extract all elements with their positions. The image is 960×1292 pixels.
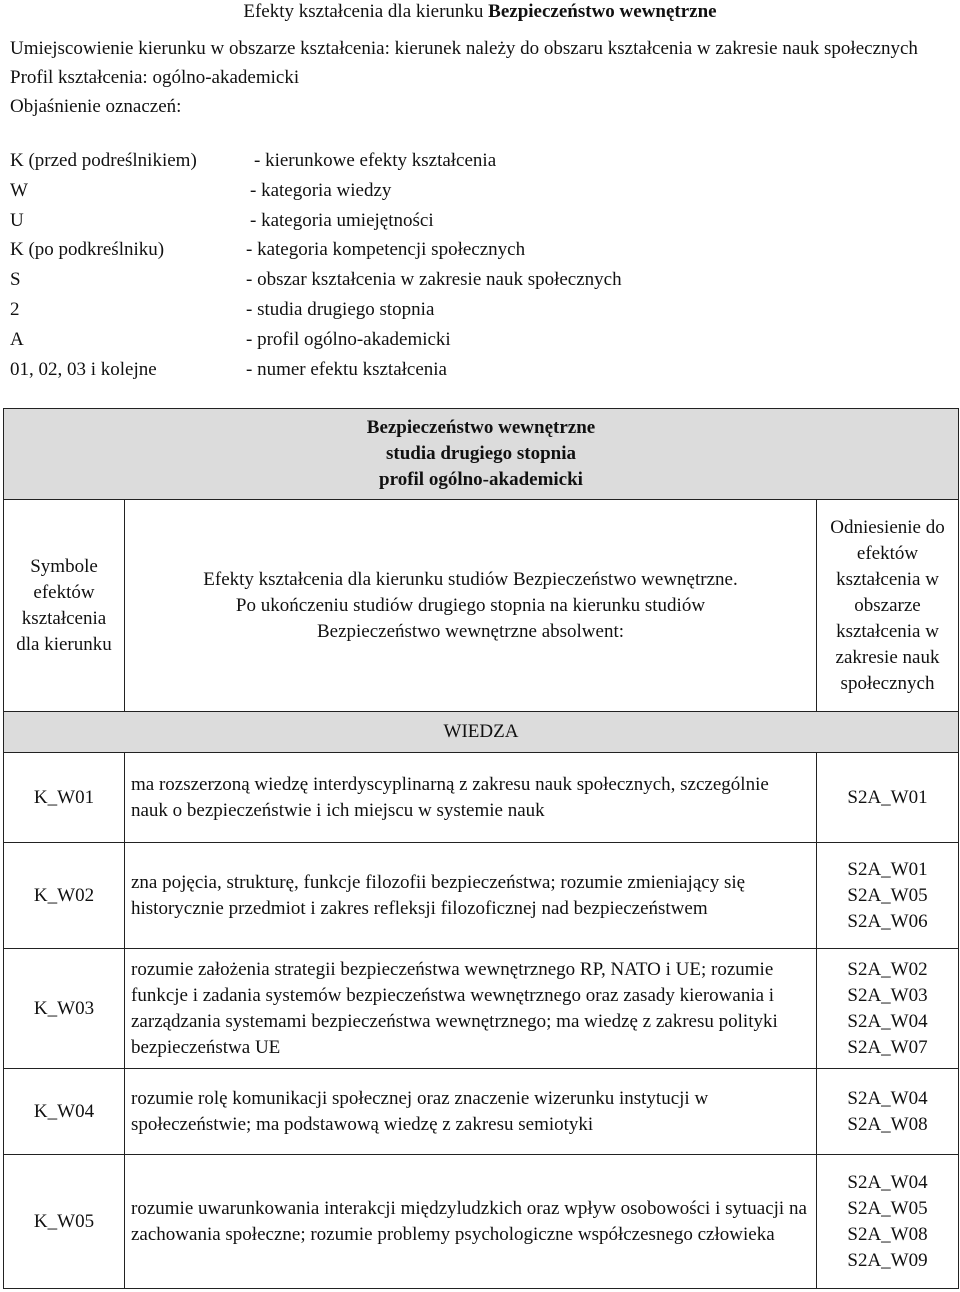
legend-code: W: [10, 179, 28, 201]
legend-desc: - kategoria wiedzy: [250, 179, 392, 201]
legend-desc: - kategoria umiejętności: [250, 209, 434, 231]
outcome-refs: [817, 1069, 959, 1155]
outcome-text: rozumie uwarunkowania interakcji międzyludzkich oraz wpływ osobowości i sytuacji na zachowania społeczne; rozumie problemy psychologiczne współczesnego człowieka: [125, 1155, 817, 1289]
legend-code: 01, 02, 03 i kolejne: [10, 358, 157, 380]
intro-area: Umiejscowienie kierunku w obszarze kształcenia: kierunek należy do obszaru kształcenia w zakresie nauk społecznych: [10, 38, 918, 59]
outcomes-header-line: Po ukończeniu studiów drugiego stopnia na kierunku studiów: [235, 594, 706, 616]
legend-row: [10, 146, 940, 176]
table-title: [4, 409, 959, 500]
ref-code: S2A_W04: [847, 1010, 928, 1032]
legend-desc: - kategoria kompetencji społecznych: [246, 239, 526, 261]
column-header-row: [4, 500, 959, 712]
legend-code: S: [10, 269, 21, 291]
outcome-symbol: K_W01: [4, 753, 125, 843]
ref-code: S2A_W03: [847, 984, 928, 1006]
outcome-symbol: K_W04: [4, 1069, 125, 1155]
legend-code: K (po podkreślniku): [10, 239, 165, 261]
section-row: [4, 712, 959, 753]
legend-code: U: [10, 209, 24, 231]
intro-legend-heading: Objaśnienie oznaczeń:: [10, 96, 182, 117]
ref-code: S2A_W01: [847, 858, 928, 880]
ref-code: S2A_W09: [847, 1249, 928, 1271]
legend: [10, 146, 940, 384]
outcomes-header-line: Bezpieczeństwo wewnętrzne absolwent:: [316, 620, 625, 642]
table-title-row: [4, 409, 959, 500]
ref-code: S2A_W07: [847, 1036, 928, 1058]
ref-code: S2A_W06: [847, 910, 928, 932]
outcome-refs: [817, 1155, 959, 1289]
outcome-symbol: K_W02: [4, 843, 125, 949]
ref-code: S2A_W08: [847, 1113, 928, 1135]
ref-code: S2A_W05: [847, 1197, 928, 1219]
table-row: [4, 753, 959, 843]
outcome-text: zna pojęcia, strukturę, funkcje filozofii bezpieczeństwa; rozumie zmieniający się historycznie przedmiot i zakres refleksji filozoficznej nad bezpieczeństwem: [125, 843, 817, 949]
outcome-refs: [817, 949, 959, 1069]
outcome-text: rozumie założenia strategii bezpieczeństwa wewnętrznego RP, NATO i UE; rozumie funkcje i zadania systemów bezpieczeństwa wewnętrznego oraz zasady kierowania i zarządzania systemami bezpieczeństwa wewnętrznego; ma wiedzę z zakresu polityki bezpieczeństwa UE: [125, 949, 817, 1069]
outcome-symbol: K_W03: [4, 949, 125, 1069]
legend-row: [10, 206, 940, 236]
outcomes-header-line: Efekty kształcenia dla kierunku studiów Bezpieczeństwo wewnętrzne.: [203, 568, 738, 590]
ref-code: S2A_W04: [847, 1087, 928, 1109]
legend-desc: - studia drugiego stopnia: [246, 298, 435, 320]
outcome-text: ma rozszerzoną wiedzę interdyscyplinarną z zakresu nauk społecznych, szczególnie nauk o bezpieczeństwie i ich miejscu w systemie nauk: [125, 753, 817, 843]
legend-code: A: [10, 328, 24, 350]
ref-code: S2A_W04: [847, 1171, 928, 1193]
table-title-level: studia drugiego stopnia: [385, 443, 577, 464]
outcome-text: rozumie rolę komunikacji społecznej oraz znaczenie wizerunku instytucji w społeczeństwie; ma podstawową wiedzę z zakresu semiotyki: [125, 1069, 817, 1155]
table-row: [4, 1069, 959, 1155]
section-label: WIEDZA: [4, 712, 959, 753]
outcome-refs: [817, 843, 959, 949]
legend-code: K (przed podreślnikiem): [10, 150, 197, 171]
table-title-profile: profil ogólno-akademicki: [379, 469, 583, 490]
legend-code: 2: [10, 298, 20, 320]
legend-row: [10, 295, 940, 325]
table-row: [4, 1155, 959, 1289]
title-program: Bezpieczeństwo wewnętrzne: [488, 1, 717, 22]
column-header-reference: Odniesienie do efektów kształcenia w obszarze kształcenia w zakresie nauk społecznych: [817, 500, 959, 712]
legend-row: [10, 325, 940, 355]
legend-desc: - numer efektu kształcenia: [246, 358, 447, 380]
intro: [10, 34, 940, 121]
ref-code: S2A_W02: [847, 958, 928, 980]
learning-outcomes-table: [3, 408, 959, 1289]
outcome-refs: [817, 753, 959, 843]
legend-row: [10, 176, 940, 206]
legend-desc: - obszar kształcenia w zakresie nauk społecznych: [246, 269, 622, 291]
outcome-symbol: K_W05: [4, 1155, 125, 1289]
column-header-outcomes: [125, 500, 817, 712]
table-title-program: Bezpieczeństwo wewnętrzne: [366, 417, 596, 438]
legend-row: [10, 235, 940, 265]
legend-row: [10, 355, 940, 385]
ref-code: S2A_W05: [847, 884, 928, 906]
legend-desc: - profil ogólno-akademicki: [246, 328, 451, 350]
legend-row: [10, 265, 940, 295]
page-title: [0, 0, 960, 24]
column-header-symbol: Symbole efektów kształcenia dla kierunku: [4, 500, 125, 712]
ref-code: S2A_W01: [847, 786, 928, 808]
intro-profile: Profil kształcenia: ogólno-akademicki: [10, 67, 300, 88]
table-row: [4, 843, 959, 949]
ref-code: S2A_W08: [847, 1223, 928, 1245]
table-row: [4, 949, 959, 1069]
legend-desc: - kierunkowe efekty kształcenia: [254, 150, 497, 171]
title-prefix: Efekty kształcenia dla kierunku: [243, 1, 489, 22]
